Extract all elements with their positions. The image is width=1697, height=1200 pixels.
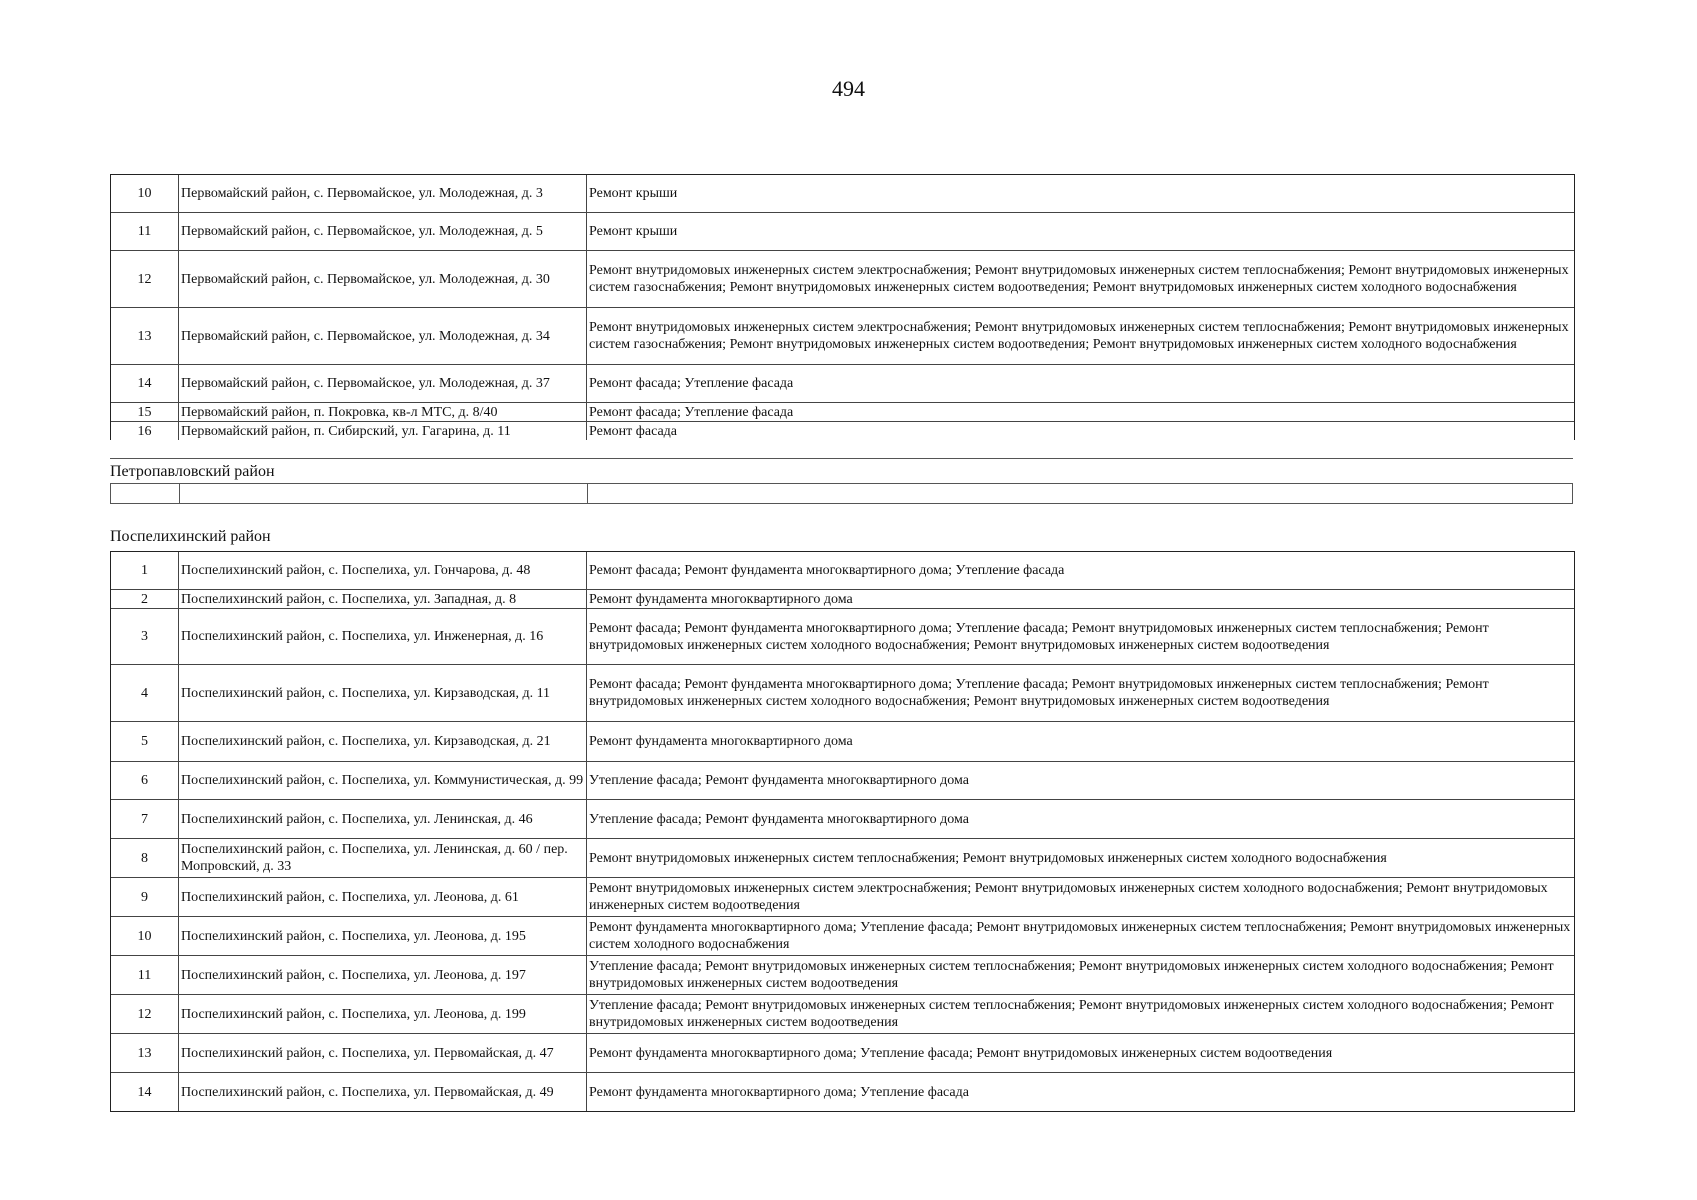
table-row [111,800,1574,839]
row-number: 12 [111,995,179,1033]
row-number: 1 [111,552,179,589]
table-row [111,1034,1574,1073]
row-address: Поспелихинский район, с. Поспелиха, ул. Кирзаводская, д. 21 [179,722,587,761]
row-address: Поспелихинский район, с. Поспелиха, ул. Коммунистическая, д. 99 [179,762,587,799]
table-row [111,213,1574,251]
row-address: Поспелихинский район, с. Поспелиха, ул. Кирзаводская, д. 11 [179,665,587,721]
row-number: 13 [111,1034,179,1072]
row-works: Утепление фасада; Ремонт внутридомовых инженерных систем теплоснабжения; Ремонт внутридомовых инженерных систем холодного водоснабжения; Ремонт внутридомовых инженерных систем водоотведения [589,998,1554,1030]
row-address: Поспелихинский район, с. Поспелиха, ул. Гончарова, д. 48 [179,552,587,589]
row-address: Поспелихинский район, с. Поспелиха, ул. Инженерная, д. 16 [179,609,587,664]
section-heading-pospelikhinsky: Поспелихинский район [110,528,271,545]
divider [587,484,588,503]
page-number: 494 [832,76,865,101]
row-number: 6 [111,762,179,799]
row-address: Первомайский район, с. Первомайское, ул. Молодежная, д. 3 [179,175,587,212]
table-pervomaisky [110,174,1575,440]
row-address: Первомайский район, п. Сибирский, ул. Гагарина, д. 11 [179,422,587,440]
row-number: 12 [111,251,179,307]
row-number: 14 [111,1073,179,1111]
table-row [111,552,1574,590]
empty-table-row [110,483,1573,504]
table-row [111,995,1574,1034]
row-number: 11 [111,213,179,250]
divider [110,458,1573,459]
row-works: Ремонт фасада; Утепление фасада [589,404,794,420]
row-works: Ремонт внутридомовых инженерных систем теплоснабжения; Ремонт внутридомовых инженерных систем холодного водоснабжения [589,850,1387,866]
row-address: Поспелихинский район, с. Поспелиха, ул. Западная, д. 8 [179,590,587,608]
row-number: 10 [111,175,179,212]
row-address: Поспелихинский район, с. Поспелиха, ул. Ленинская, д. 46 [179,800,587,838]
row-address: Поспелихинский район, с. Поспелиха, ул. Первомайская, д. 47 [179,1034,587,1072]
row-works: Утепление фасада; Ремонт внутридомовых инженерных систем теплоснабжения; Ремонт внутридомовых инженерных систем холодного водоснабжения; Ремонт внутридомовых инженерных систем водоотведения [589,959,1554,991]
row-number: 11 [111,956,179,994]
table-row [111,762,1574,800]
row-number: 10 [111,917,179,955]
row-works: Ремонт фундамента многоквартирного дома; Утепление фасада [589,1084,969,1100]
table-row [111,308,1574,365]
row-number: 2 [111,590,179,608]
table-row [111,1073,1574,1111]
row-address: Поспелихинский район, с. Поспелиха, ул. Леонова, д. 195 [179,917,587,955]
row-works: Ремонт фундамента многоквартирного дома; Утепление фасада; Ремонт внутридомовых инженерных систем водоотведения [589,1045,1333,1061]
row-works: Ремонт крыши [589,224,678,239]
table-row [111,839,1574,878]
row-number: 15 [111,403,179,421]
row-address: Поспелихинский район, с. Поспелиха, ул. Первомайская, д. 49 [179,1073,587,1111]
table-row [111,422,1574,440]
row-number: 3 [111,609,179,664]
row-address: Поспелихинский район, с. Поспелиха, ул. Леонова, д. 197 [179,956,587,994]
row-works: Ремонт фасада; Утепление фасада [589,376,794,391]
table-row [111,956,1574,995]
table-row [111,403,1574,422]
row-address: Поспелихинский район, с. Поспелиха, ул. Леонова, д. 199 [179,995,587,1033]
row-address: Поспелихинский район, с. Поспелиха, ул. Ленинская, д. 60 / пер. Мопровский, д. 33 [179,839,587,877]
row-address: Первомайский район, с. Первомайское, ул. Молодежная, д. 37 [179,365,587,402]
row-works: Ремонт внутридомовых инженерных систем электроснабжения; Ремонт внутридомовых инженерных систем холодного водоснабжения; Ремонт внутридомовых инженерных систем водоотведения [589,881,1548,913]
table-pospelikhinsky [110,551,1575,1112]
row-works: Утепление фасада; Ремонт фундамента многоквартирного дома [589,773,969,788]
row-works: Утепление фасада; Ремонт фундамента многоквартирного дома [589,811,969,827]
row-works: Ремонт фундамента многоквартирного дома [589,591,853,607]
row-address: Первомайский район, с. Первомайское, ул. Молодежная, д. 34 [179,308,587,364]
row-works: Ремонт внутридомовых инженерных систем электроснабжения; Ремонт внутридомовых инженерных систем теплоснабжения; Ремонт внутридомовых инженерных систем газоснабжения; Ремонт внутридомовых инженерных систем водоотведения; Ремонт внутридомовых инженерных систем холодного водоснабжения [589,263,1569,295]
row-number: 14 [111,365,179,402]
row-number: 8 [111,839,179,877]
row-works: Ремонт фундамента многоквартирного дома [589,734,853,749]
table-row [111,878,1574,917]
row-works: Ремонт фасада; Ремонт фундамента многоквартирного дома; Утепление фасада; Ремонт внутридомовых инженерных систем теплоснабжения; Ремонт внутридомовых инженерных систем холодного водоснабжения; Ремонт внутридомовых инженерных систем водоотведения [589,677,1489,709]
row-address: Первомайский район, с. Первомайское, ул. Молодежная, д. 30 [179,251,587,307]
row-works: Ремонт фасада; Ремонт фундамента многоквартирного дома; Утепление фасада [589,563,1065,578]
row-works: Ремонт фундамента многоквартирного дома; Утепление фасада; Ремонт внутридомовых инженерных систем теплоснабжения; Ремонт внутридомовых инженерных систем холодного водоснабжения [589,920,1571,952]
table-row [111,590,1574,609]
table-row [111,609,1574,665]
row-works: Ремонт фасада; Ремонт фундамента многоквартирного дома; Утепление фасада; Ремонт внутридомовых инженерных систем теплоснабжения; Ремонт внутридомовых инженерных систем холодного водоснабжения; Ремонт внутридомовых инженерных систем водоотведения [589,620,1489,653]
row-works: Ремонт крыши [589,186,678,201]
divider [179,484,180,503]
row-number: 16 [111,422,179,440]
row-number: 13 [111,308,179,364]
row-address: Первомайский район, с. Первомайское, ул. Молодежная, д. 5 [179,213,587,250]
row-number: 9 [111,878,179,916]
table-row [111,175,1574,213]
row-number: 7 [111,800,179,838]
table-row [111,722,1574,762]
row-address: Первомайский район, п. Покровка, кв-л МТС, д. 8/40 [179,403,587,421]
row-address: Поспелихинский район, с. Поспелиха, ул. Леонова, д. 61 [179,878,587,916]
section-heading-petropavlovsky: Петропавловский район [110,463,275,480]
row-number: 4 [111,665,179,721]
table-row [111,665,1574,722]
row-number: 5 [111,722,179,761]
table-row [111,251,1574,308]
table-row [111,917,1574,956]
table-row [111,365,1574,403]
row-works: Ремонт внутридомовых инженерных систем электроснабжения; Ремонт внутридомовых инженерных систем теплоснабжения; Ремонт внутридомовых инженерных систем газоснабжения; Ремонт внутридомовых инженерных систем водоотведения; Ремонт внутридомовых инженерных систем холодного водоснабжения [589,320,1569,352]
row-works: Ремонт фасада [589,423,678,439]
